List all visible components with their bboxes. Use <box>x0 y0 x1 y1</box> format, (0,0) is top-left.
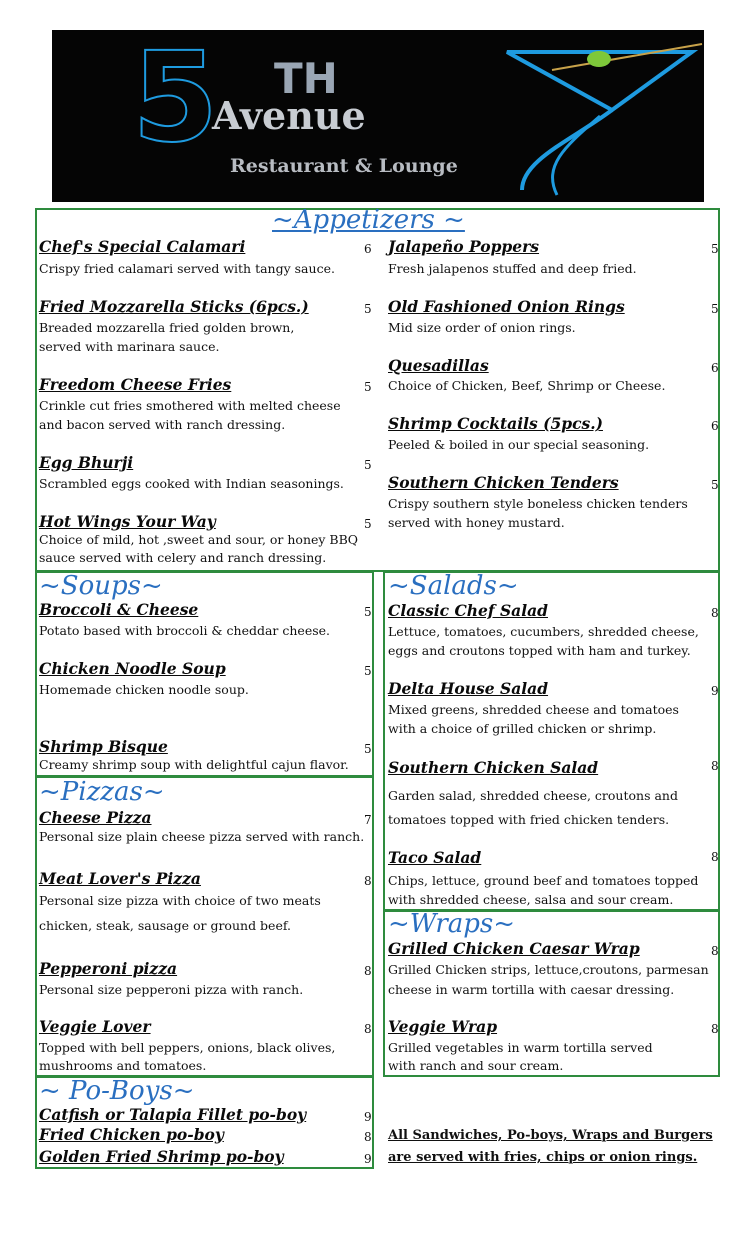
sides-note-line: are served with fries, chips or onion rings. <box>388 1150 698 1165</box>
menu-item-desc: served with marinara sauce. <box>39 339 220 354</box>
menu-item-desc: Choice of Chicken, Beef, Shrimp or Cheese. <box>388 378 666 393</box>
logo-subtitle: Restaurant & Lounge <box>230 155 458 177</box>
menu-item-desc: Personal size pepperoni pizza with ranch. <box>39 982 304 997</box>
menu-item-price: 8 <box>711 850 719 864</box>
menu-item-name: Golden Fried Shrimp po-boy <box>39 1147 284 1166</box>
menu-item-desc: Fresh jalapenos stuffed and deep fried. <box>388 261 637 276</box>
menu-item-name: Egg Bhurji <box>39 453 134 472</box>
sides-note-line: All Sandwiches, Po-boys, Wraps and Burgers <box>388 1128 713 1143</box>
menu-item-desc: Crispy southern style boneless chicken tenders <box>388 496 688 511</box>
menu-item-price: 8 <box>364 1130 372 1144</box>
menu-item-price: 5 <box>364 458 372 472</box>
menu-item-price: 8 <box>711 606 719 620</box>
menu-item-price: 5 <box>364 664 372 678</box>
menu-item-price: 8 <box>364 964 372 978</box>
menu-item-name: Old Fashioned Onion Rings <box>388 297 625 316</box>
menu-item-price: 5 <box>711 302 719 316</box>
menu-item-price: 9 <box>364 1110 372 1124</box>
menu-item-price: 5 <box>711 242 719 256</box>
logo-avenue: Avenue <box>212 93 366 138</box>
menu-item-desc: Potato based with broccoli & cheddar cheese. <box>39 623 330 638</box>
menu-item-price: 7 <box>364 813 372 827</box>
menu-item-desc: Mid size order of onion rings. <box>388 320 576 335</box>
menu-item-desc: eggs and croutons topped with ham and turkey. <box>388 643 691 658</box>
menu-item-price: 9 <box>364 1152 372 1166</box>
menu-item-price: 5 <box>364 302 372 316</box>
menu-item-name: Shrimp Cocktails (5pcs.) <box>388 414 603 433</box>
menu-item-name: Delta House Salad <box>388 679 549 698</box>
menu-item-desc: tomatoes topped with fried chicken tenders. <box>388 812 670 827</box>
menu-item-price: 8 <box>711 944 719 958</box>
poboys-heading: ~ Po-Boys~ <box>39 1076 195 1106</box>
menu-item-price: 8 <box>364 1022 372 1036</box>
menu-item-name: Fried Mozzarella Sticks (6pcs.) <box>39 297 309 316</box>
menu-item-desc: Homemade chicken noodle soup. <box>39 682 249 697</box>
menu-item-price: 9 <box>711 684 719 698</box>
menu-item-name: Shrimp Bisque <box>39 737 168 756</box>
olive-icon <box>587 51 611 67</box>
menu-item-price: 5 <box>364 517 372 531</box>
menu-item-desc: mushrooms and tomatoes. <box>39 1058 207 1073</box>
menu-item-desc: Lettuce, tomatoes, cucumbers, shredded cheese, <box>388 624 699 639</box>
wraps-heading: ~Wraps~ <box>388 909 516 939</box>
menu-item-desc: Garden salad, shredded cheese, croutons and <box>388 788 678 803</box>
menu-item-name: Freedom Cheese Fries <box>39 375 232 394</box>
menu-item-name: Veggie Lover <box>39 1017 151 1036</box>
menu-item-name: Hot Wings Your Way <box>39 512 216 531</box>
menu-item-desc: and bacon served with ranch dressing. <box>39 417 286 432</box>
menu-item-desc: Scrambled eggs cooked with Indian seasonings. <box>39 476 344 491</box>
logo-th: TH <box>274 54 338 103</box>
menu-item-desc: sauce served with celery and ranch dressing. <box>39 550 327 565</box>
menu-item-name: Taco Salad <box>388 848 482 867</box>
menu-item-name: Catfish or Talapia Fillet po-boy <box>39 1105 307 1124</box>
menu-item-price: 6 <box>364 242 372 256</box>
menu-item-name: Chicken Noodle Soup <box>39 659 226 678</box>
menu-item-desc: Peeled & boiled in our special seasoning. <box>388 437 650 452</box>
menu-item-price: 5 <box>364 380 372 394</box>
menu-item-desc: Creamy shrimp soup with delightful cajun flavor. <box>39 757 349 772</box>
menu-item-desc: Crispy fried calamari served with tangy sauce. <box>39 261 335 276</box>
menu-item-price: 8 <box>711 759 719 773</box>
menu-item-desc: with ranch and sour cream. <box>388 1058 564 1073</box>
menu-item-desc: with a choice of grilled chicken or shrimp. <box>388 721 657 736</box>
menu-item-desc: chicken, steak, sausage or ground beef. <box>39 918 291 933</box>
menu-item-desc: Mixed greens, shredded cheese and tomatoes <box>388 702 679 717</box>
menu-item-name: Classic Chef Salad <box>388 601 548 620</box>
menu-item-desc: Crinkle cut fries smothered with melted cheese <box>39 398 341 413</box>
menu-item-desc: Topped with bell peppers, onions, black olives, <box>39 1040 336 1055</box>
menu-item-desc: Choice of mild, hot ,sweet and sour, or honey BBQ <box>39 532 359 547</box>
salads-heading: ~Salads~ <box>388 571 519 601</box>
menu-item-price: 5 <box>364 605 372 619</box>
menu-item-desc: served with honey mustard. <box>388 515 565 530</box>
menu-item-desc: Grilled Chicken strips, lettuce,croutons, parmesan <box>388 962 709 977</box>
menu-item-price: 8 <box>711 1022 719 1036</box>
menu-item-name: Southern Chicken Salad <box>388 758 599 777</box>
pizzas-heading: ~Pizzas~ <box>39 777 165 807</box>
soups-heading: ~Soups~ <box>39 571 163 601</box>
menu-item-name: Cheese Pizza <box>39 808 152 827</box>
menu-item-price: 8 <box>364 874 372 888</box>
menu-item-name: Pepperoni pizza <box>39 959 178 978</box>
menu-item-name: Quesadillas <box>388 356 489 375</box>
logo-five: 5 <box>132 30 215 170</box>
menu-item-name: Chef's Special Calamari <box>39 237 246 256</box>
appetizers-heading: ~Appetizers ~ <box>272 205 465 235</box>
menu-item-name: Broccoli & Cheese <box>39 600 199 619</box>
sides-note <box>388 1125 713 1169</box>
menu-item-name: Jalapeño Poppers <box>388 237 540 256</box>
menu-item-name: Southern Chicken Tenders <box>388 473 619 492</box>
menu-item-name: Fried Chicken po-boy <box>39 1125 224 1144</box>
menu-item-desc: Personal size pizza with choice of two meats <box>39 893 321 908</box>
menu-item-price: 5 <box>711 478 719 492</box>
menu-item-desc: Personal size plain cheese pizza served with ranch. <box>39 829 365 844</box>
menu-item-desc: Chips, lettuce, ground beef and tomatoes topped <box>388 873 699 888</box>
menu-item-name: Grilled Chicken Caesar Wrap <box>388 939 640 958</box>
menu-item-price: 6 <box>711 361 719 375</box>
menu-item-name: Veggie Wrap <box>388 1017 498 1036</box>
menu-item-price: 6 <box>711 419 719 433</box>
header-banner <box>52 30 704 202</box>
menu-item-desc: Grilled vegetables in warm tortilla served <box>388 1040 653 1055</box>
menu-item-price: 5 <box>364 742 372 756</box>
menu-item-desc: Breaded mozzarella fried golden brown, <box>39 320 295 335</box>
menu-item-desc: with shredded cheese, salsa and sour cream. <box>388 892 674 907</box>
menu-item-desc: cheese in warm tortilla with caesar dressing. <box>388 982 675 997</box>
menu-item-name: Meat Lover's Pizza <box>39 869 201 888</box>
